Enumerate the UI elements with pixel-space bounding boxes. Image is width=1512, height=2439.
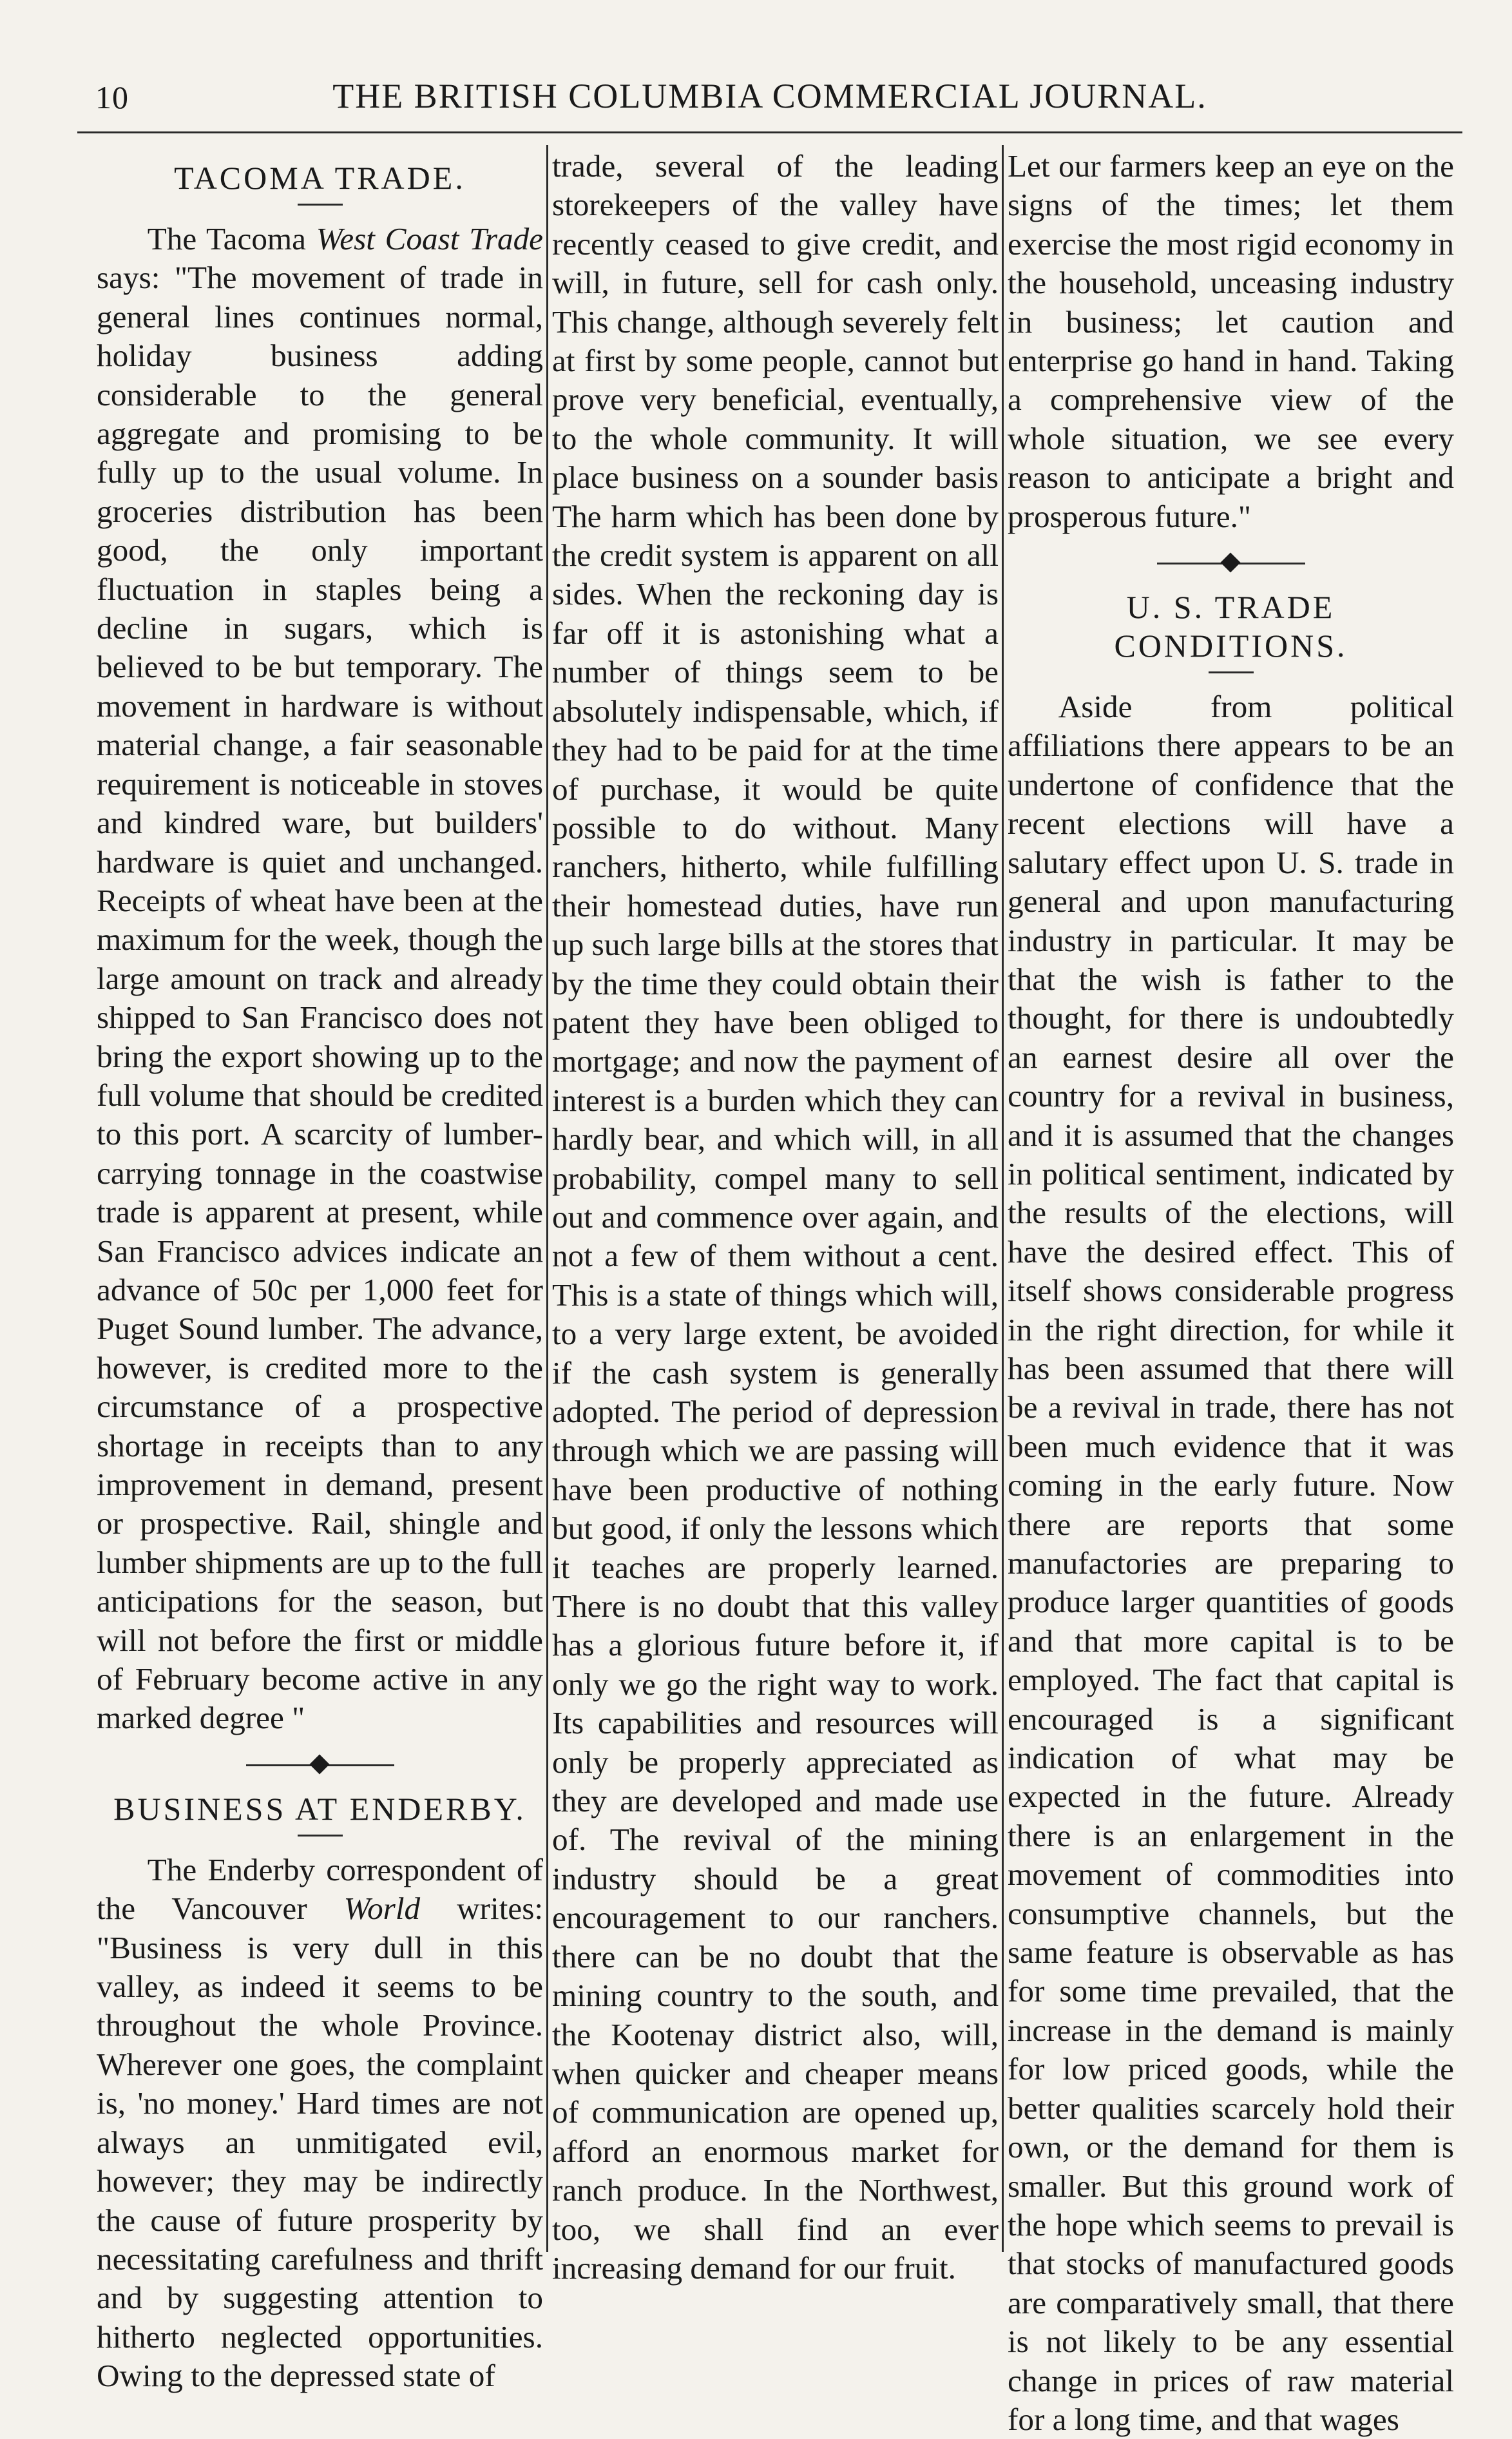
- article-enderby-body: [97, 1851, 543, 2396]
- headline-dash: [298, 204, 343, 206]
- enderby-continuation: trade, several of the leading storekeepers of the valley have recently ceased to give credit, and will, in future, sell for cash only. This change, although severely felt at first by some people, cannot but prove very beneficial, eventually, to the whole community. It will place business on a sounder basis The harm which has been done by the credit system is apparent on all sides. When the reckoning day is far off it is astonishing what a number of things seem to be absolutely indispensable, which, if they had to be paid for at the time of purchase, it would be quite possible to do without. Many ranchers, hitherto, while fulfilling their homestead duties, have run up such large bills at the stores that by the time they could obtain their patent they have been obliged to mortgage; and now the payment of interest is a burden which they can hardly bear, and which will, in all probability, compel many to sell out and commence over again, and not a few of them without a cent. This is a state of things which will, to a very large extent, be avoided if the cash system is generally adopted. The period of depression through which we are passing will have been productive of nothing but good, if only the lessons which it teaches are properly learned. There is no doubt that this valley has a glorious future before it, if only we go the right way to work. Its capabilities and resources will only be properly appreciated as they are developed and made use of. The revival of the mining industry should be a great encouragement to our ranchers. there can be no doubt that the mining country to the south, and the Kootenay district also, will, when quicker and cheaper means of communication are opened up, afford an enormous market for ranch produce. In the Northwest, too, we shall find an ever increasing demand for our fruit.: [552, 148, 999, 2286]
- article-tacoma-trade-body: [97, 220, 543, 1738]
- publication-name: West Coast Trade: [316, 221, 543, 256]
- article-us-trade-body: Aside from political affiliations there appears to be an undertone of confidence that the recent elections will have a salutary effect upon U. S. trade in general and upon manufacturing industry in particular. It may be that the wish is father to the thought, for there is undoubtedly an earnest desire all over the country for a revival in business, and it is assumed that the changes in political sentiment, indicated by the results of the elections, will have the desired effect. This of itself shows considerable progress in the right direction, for while it has been assumed that there will be a revival in trade, there has not been much evidence that it was coming in the early future. Now there are reports that some manufactories are preparing to produce larger quantities of goods and that more capital is to be employed. The fact that capital is encouraged is a significant indication of what may be expected in the future. Already there is an enlargement in the movement of commodities into consumptive channels, but the same feature is observable as has for some time prevailed, that the increase in the demand is mainly for low priced goods, while the better qualities scarcely hold their own, or the demand for them is smaller. But this ground work of the hope which seems to prevail is that stocks of manufactured goods are comparatively small, that there is not likely to be any essential change in prices of raw material for a long time, and that wages: [1008, 689, 1454, 2437]
- tacoma-quote: says: "The movement of trade in general lines continues normal, holiday business adding considerable to the general aggregate and promising to be fully up to the usual volume. In groceries distribution has been good, the only important fluctuation in staples being a decline in sugars, which is believed to be but temporary. The movement in hardware is without material change, a fair seasonable requirement is noticeable in stoves and kindred ware, but builders' hardware is quiet and unchanged. Receipts of wheat have been at the maximum for the week, though the large amount on track and already shipped to San Francisco does not bring the export showing up to the full volume that should be credited to this port. A scarcity of lumber-carrying tonnage in the coastwise trade is apparent at present, while San Francisco advices indicate an advance of 50c per 1,000 feet for Puget Sound lumber. The advance, however, is credited more to the circumstance of a prospective shortage in receipts than to any improvement in demand, present or prospective. Rail, shingle and lumber shipments are up to the full anticipations for the season, but will not before the first or middle of February become active in any marked degree ": [97, 260, 543, 1736]
- enderby-conclusion: Let our farmers keep an eye on the signs of the times; let them exercise the most rigid economy in the household, unceasing industry in business; let caution and enterprise go hand in hand. Taking a comprehensive view of the whole situation, we see every reason to anticipate a bright and prosperous future.": [1008, 148, 1454, 534]
- headline-us-trade-conditions: U. S. TRADE CONDITIONS.: [1114, 589, 1348, 664]
- journal-title: THE BRITISH COLUMBIA COMMERCIAL JOURNAL.: [332, 77, 1207, 115]
- column-3: [1008, 147, 1454, 2437]
- enderby-intro: The Enderby correspondent of the Vancouver: [97, 1851, 543, 1927]
- column-rule-left: [546, 145, 548, 2252]
- separator-diamond: [1220, 553, 1240, 573]
- page-number: 10: [95, 79, 129, 115]
- tacoma-intro: The Tacoma: [147, 221, 316, 256]
- headline-business-at-enderby: BUSINESS AT ENDERBY.: [113, 1790, 526, 1827]
- article-separator: [1157, 550, 1305, 576]
- headline-tacoma-trade: TACOMA TRADE.: [174, 160, 466, 196]
- column-1: [97, 147, 543, 2394]
- column-rule-right: [1002, 145, 1004, 2252]
- headline-dash: [298, 1835, 343, 1836]
- column-2: [552, 147, 999, 2286]
- separator-diamond: [309, 1754, 329, 1774]
- page-header: [77, 76, 1462, 121]
- headline-dash: [1209, 671, 1254, 673]
- enderby-quote: writes: "Business is very dull in this valley, as indeed it seems to be throughout the whole Province. Wherever one goes, the complaint is, 'no money.' Hard times are not always an unmitigated evil, however; they may be indirectly the cause of future prosperity by necessitating carefulness and thrift and by suggesting attention to hitherto neglected opportunities. Owing to the depressed state of: [97, 1891, 543, 2394]
- publication-name: World: [343, 1891, 421, 1927]
- header-rule: [77, 131, 1462, 133]
- article-separator: [246, 1752, 394, 1778]
